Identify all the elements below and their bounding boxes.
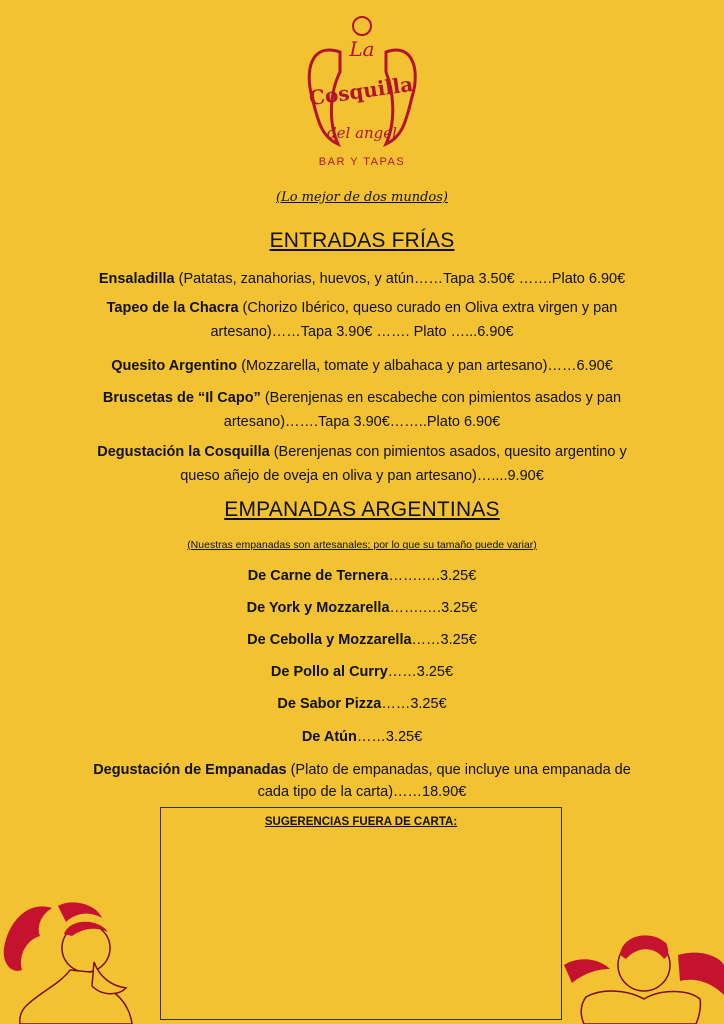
- item-name: Ensaladilla: [98, 271, 175, 287]
- item-desc: …….….3.25€: [389, 600, 478, 616]
- item-name: De Pollo al Curry: [270, 664, 388, 680]
- item-name: De York y Mozzarella: [246, 600, 390, 616]
- restaurant-logo: [300, 12, 424, 177]
- menu-item: [80, 624, 644, 656]
- item-desc: (Patatas, zanahorias, huevos, y atún……Tapa 3.50€ …….Plato 6.90€: [174, 271, 626, 287]
- menu-item: [80, 721, 644, 753]
- logo-line2: Cosquilla: [307, 71, 415, 111]
- item-name: Bruscetas de “Il Capo”: [102, 390, 261, 406]
- item-name: Quesito Argentino: [111, 358, 238, 374]
- item-desc: (Chorizo Ibérico, queso curado en Oliva extra virgen y pan artesano)……Tapa 3.90€ ……. Plato …...6.90€: [210, 300, 618, 340]
- logo-line4: BAR Y TAPAS: [318, 156, 406, 168]
- menu-item: [80, 386, 644, 434]
- item-name: De Atún: [301, 729, 357, 745]
- logo-line1: La: [349, 37, 375, 61]
- menu-item: [80, 592, 644, 624]
- menu-item: [80, 656, 644, 688]
- menu-item: [80, 263, 644, 295]
- empanadas-note: (Nuestras empanadas son artesanales; por lo que su tamaño puede variar): [187, 539, 537, 551]
- left-cherub-illustration: [0, 900, 135, 1024]
- menu-item: [80, 759, 644, 803]
- item-name: De Carne de Ternera: [247, 568, 389, 584]
- suggestions-box: [160, 807, 562, 1020]
- halo-shape: [353, 17, 371, 35]
- right-cherub-illustration: [560, 925, 724, 1024]
- item-desc: ……3.25€: [411, 632, 477, 648]
- menu-item: [80, 296, 644, 344]
- item-desc: ……3.25€: [356, 729, 423, 745]
- menu-item: [80, 350, 644, 382]
- item-desc: ……3.25€: [387, 664, 454, 680]
- section-title-empanadas: EMPANADAS ARGENTINAS: [224, 498, 500, 521]
- tagline: (Lo mejor de dos mundos): [276, 190, 448, 205]
- suggestions-title: SUGERENCIAS FUERA DE CARTA:: [264, 816, 458, 828]
- item-name: Degustación la Cosquilla: [97, 444, 270, 460]
- menu-item: [80, 440, 644, 488]
- item-desc: …….….3.25€: [388, 568, 477, 584]
- item-desc: (Plato de empanadas, que incluye una empanada de cada tipo de la carta)……18.90€: [257, 762, 631, 800]
- menu-item: [80, 560, 644, 592]
- item-name: Tapeo de la Chacra: [106, 300, 239, 316]
- item-name: Degustación de Empanadas: [93, 762, 287, 778]
- menu-item: [80, 688, 644, 720]
- item-name: De Sabor Pizza: [277, 696, 382, 712]
- logo-line3: del angel: [327, 124, 397, 142]
- item-desc: (Mozzarella, tomate y albahaca y pan artesano)……6.90€: [237, 358, 613, 374]
- item-name: De Cebolla y Mozzarella: [247, 632, 412, 648]
- item-desc: (Berenjenas en escabeche con pimientos asados y pan artesano)…….Tapa 3.90€……..Plato 6.90€: [223, 390, 622, 430]
- item-desc: (Berenjenas con pimientos asados, quesito argentino y queso añejo de oveja en oliva y pan artesano)…....9.90€: [180, 444, 627, 484]
- item-desc: ……3.25€: [381, 696, 447, 712]
- section-title-entradas: ENTRADAS FRÍAS: [269, 229, 455, 252]
